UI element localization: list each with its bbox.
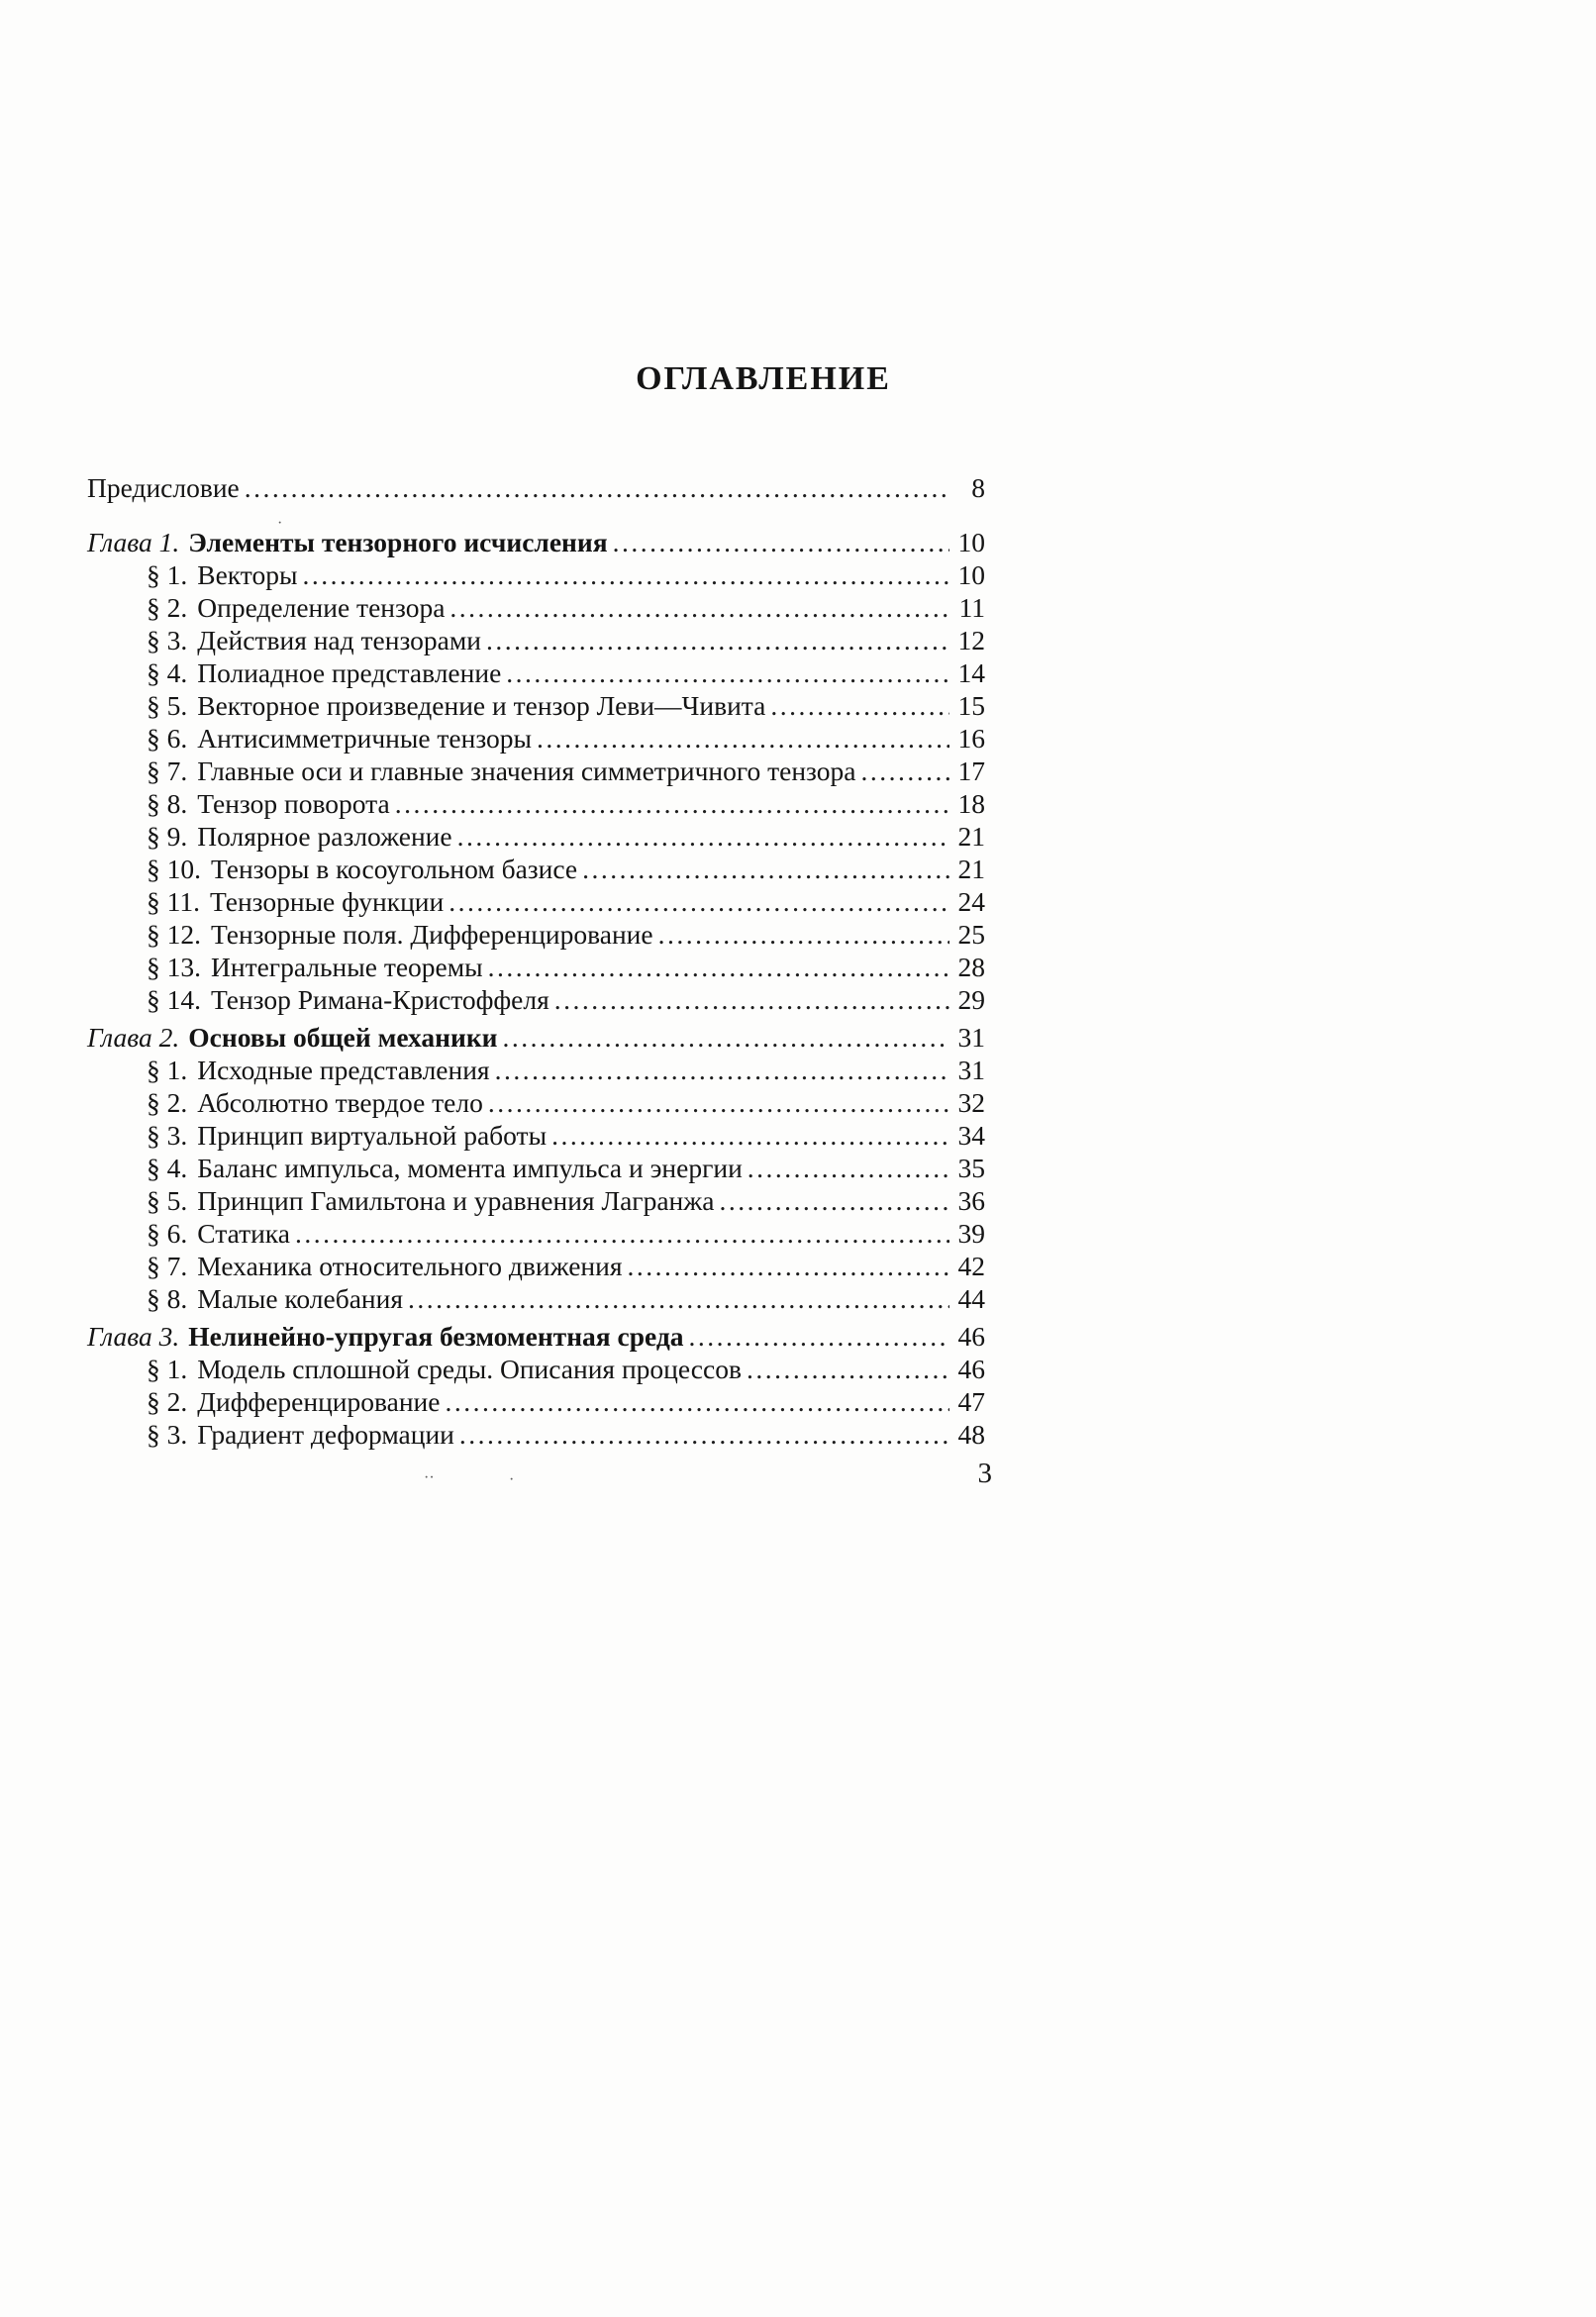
preface-page-number: 8	[971, 472, 985, 503]
scan-speck: ··	[424, 1469, 435, 1486]
section-title: Тензоры в косоугольном базисе	[211, 854, 578, 884]
toc-chapter-row	[87, 526, 985, 558]
toc-section-row	[87, 1282, 985, 1315]
toc-section-row	[87, 558, 985, 591]
dot-leader	[719, 1184, 949, 1217]
dot-leader	[495, 1054, 949, 1086]
section-page-number: 32	[957, 1087, 985, 1118]
chapter-heading	[87, 1320, 684, 1353]
section-page-number: 46	[957, 1354, 985, 1384]
section-label: § 12.	[147, 919, 201, 950]
dot-leader	[295, 1217, 949, 1250]
section-page-number: 10	[957, 559, 985, 590]
section-label: § 7.	[147, 756, 188, 786]
section-page-number: 16	[957, 723, 985, 754]
page-title: ОГЛАВЛЕНИЕ	[636, 360, 891, 397]
toc-entry-preface	[87, 471, 985, 504]
dot-leader	[689, 1320, 949, 1353]
toc-section-row	[87, 1353, 985, 1385]
chapter-label: Глава 1.	[87, 527, 180, 557]
section-label: § 1.	[147, 1055, 188, 1085]
section-label: § 3.	[147, 1419, 188, 1450]
section-label: § 2.	[147, 1386, 188, 1417]
section-heading	[147, 1418, 454, 1451]
section-page-number: 44	[957, 1283, 985, 1314]
section-page-number: 21	[957, 821, 985, 852]
chapter-page-number: 46	[957, 1321, 985, 1352]
toc-section-row	[87, 755, 985, 787]
toc-section-row	[87, 1054, 985, 1086]
dot-leader	[449, 591, 949, 624]
section-heading	[147, 787, 390, 820]
dot-leader	[770, 689, 949, 722]
toc-section-row	[87, 885, 985, 918]
section-label: § 9.	[147, 821, 188, 852]
toc-section-row	[87, 1385, 985, 1418]
section-page-number: 14	[957, 657, 985, 688]
section-heading	[147, 1086, 483, 1119]
section-title: Векторное произведение и тензор Леви—Чивита	[197, 690, 766, 721]
section-page-number: 31	[957, 1055, 985, 1085]
toc-section-row	[87, 853, 985, 885]
section-page-number: 39	[957, 1218, 985, 1249]
dot-leader	[302, 558, 949, 591]
dot-leader	[245, 471, 949, 504]
section-label: § 11.	[147, 886, 200, 917]
section-page-number: 21	[957, 854, 985, 884]
section-label: § 8.	[147, 788, 188, 819]
section-page-number: 25	[957, 919, 985, 950]
section-page-number: 17	[957, 756, 985, 786]
dot-leader	[658, 918, 949, 951]
chapter-heading	[87, 526, 608, 558]
dot-leader	[503, 1021, 949, 1054]
section-title: Абсолютно твердое тело	[197, 1087, 483, 1118]
toc-section-row	[87, 1152, 985, 1184]
toc-section-row	[87, 1184, 985, 1217]
dot-leader	[537, 722, 949, 755]
section-page-number: 42	[957, 1251, 985, 1281]
toc-section-row	[87, 689, 985, 722]
section-title: Малые колебания	[197, 1283, 403, 1314]
section-label: § 14.	[147, 984, 201, 1015]
section-page-number: 47	[957, 1386, 985, 1417]
section-label: § 1.	[147, 559, 188, 590]
section-heading	[147, 885, 444, 918]
section-label: § 3.	[147, 1120, 188, 1151]
dot-leader	[457, 820, 949, 853]
section-page-number: 24	[957, 886, 985, 917]
section-heading	[147, 918, 653, 951]
section-title: Принцип Гамильтона и уравнения Лагранжа	[197, 1185, 715, 1216]
section-label: § 3.	[147, 625, 188, 655]
dot-leader	[551, 1119, 949, 1152]
section-title: Механика относительного движения	[197, 1251, 623, 1281]
section-title: Главные оси и главные значения симметричного тензора	[197, 756, 856, 786]
chapter-title: Элементы тензорного исчисления	[188, 527, 608, 557]
section-title: Градиент деформации	[197, 1419, 454, 1450]
section-title: Векторы	[197, 559, 298, 590]
chapter-heading	[87, 1021, 498, 1054]
section-title: Определение тензора	[197, 592, 446, 623]
section-heading	[147, 1119, 547, 1152]
section-label: § 4.	[147, 657, 188, 688]
section-heading	[147, 1353, 742, 1385]
section-heading	[147, 853, 577, 885]
section-label: § 2.	[147, 1087, 188, 1118]
section-label: § 5.	[147, 1185, 188, 1216]
section-title: Принцип виртуальной работы	[197, 1120, 548, 1151]
section-title: Тензорные функции	[209, 886, 445, 917]
dot-leader	[488, 951, 949, 983]
section-title: Статика	[197, 1218, 290, 1249]
dot-leader	[582, 853, 949, 885]
dot-leader	[747, 1353, 949, 1385]
section-title: Полиадное представление	[197, 657, 502, 688]
section-title: Тензор Римана-Кристоффеля	[211, 984, 549, 1015]
toc-section-row	[87, 591, 985, 624]
section-heading	[147, 689, 765, 722]
chapter-title: Нелинейно-упругая безмоментная среда	[188, 1321, 684, 1352]
section-heading	[147, 1217, 290, 1250]
dot-leader	[459, 1418, 949, 1451]
section-page-number: 34	[957, 1120, 985, 1151]
section-title: Модель сплошной среды. Описания процессов	[197, 1354, 742, 1384]
dot-leader	[628, 1250, 949, 1282]
section-page-number: 12	[957, 625, 985, 655]
dot-leader	[860, 755, 949, 787]
section-page-number: 28	[957, 952, 985, 982]
section-label: § 4.	[147, 1153, 188, 1183]
dot-leader	[506, 656, 949, 689]
section-page-number: 15	[957, 690, 985, 721]
section-heading	[147, 755, 855, 787]
section-title: Полярное разложение	[197, 821, 452, 852]
section-page-number: 36	[957, 1185, 985, 1216]
section-title: Исходные представления	[197, 1055, 490, 1085]
scan-speck: ·	[277, 515, 283, 532]
toc-list	[87, 471, 985, 1451]
dot-leader	[486, 624, 949, 656]
section-heading	[147, 624, 481, 656]
dot-leader	[408, 1282, 949, 1315]
section-label: § 6.	[147, 723, 188, 754]
section-title: Интегральные теоремы	[211, 952, 483, 982]
section-label: § 6.	[147, 1218, 188, 1249]
section-heading	[147, 1385, 440, 1418]
toc-section-row	[87, 820, 985, 853]
toc-entries	[87, 526, 985, 1451]
section-heading	[147, 983, 549, 1016]
toc-section-row	[87, 1119, 985, 1152]
toc-chapter-row	[87, 1320, 985, 1353]
section-page-number: 11	[958, 592, 985, 623]
toc-section-row	[87, 722, 985, 755]
toc-section-row	[87, 983, 985, 1016]
section-label: § 1.	[147, 1354, 188, 1384]
section-page-number: 48	[957, 1419, 985, 1450]
section-heading	[147, 1152, 743, 1184]
dot-leader	[395, 787, 949, 820]
dot-leader	[449, 885, 949, 918]
toc-section-row	[87, 787, 985, 820]
chapter-label: Глава 2.	[87, 1022, 180, 1053]
toc-chapter-row	[87, 1021, 985, 1054]
section-label: § 10.	[147, 854, 201, 884]
section-label: § 7.	[147, 1251, 188, 1281]
dot-leader	[488, 1086, 949, 1119]
chapter-page-number: 31	[957, 1022, 985, 1053]
section-heading	[147, 820, 452, 853]
chapter-title: Основы общей механики	[188, 1022, 498, 1053]
toc-section-row	[87, 918, 985, 951]
section-heading	[147, 591, 445, 624]
section-page-number: 18	[957, 788, 985, 819]
scan-speck: ·	[509, 1471, 515, 1488]
toc-section-row	[87, 1250, 985, 1282]
section-heading	[147, 656, 501, 689]
preface-title: Предисловие	[87, 472, 240, 503]
dot-leader	[445, 1385, 949, 1418]
section-page-number: 29	[957, 984, 985, 1015]
section-heading	[147, 558, 297, 591]
dot-leader	[613, 526, 949, 558]
toc-section-row	[87, 656, 985, 689]
section-label: § 5.	[147, 690, 188, 721]
toc-section-row	[87, 1418, 985, 1451]
dot-leader	[748, 1152, 949, 1184]
toc-section-row	[87, 1086, 985, 1119]
section-title: Дифференцирование	[197, 1386, 441, 1417]
chapter-label: Глава 3.	[87, 1321, 180, 1352]
section-title: Антисимметричные тензоры	[197, 723, 533, 754]
section-title: Тензор поворота	[197, 788, 390, 819]
section-label: § 2.	[147, 592, 188, 623]
section-heading	[147, 951, 483, 983]
section-heading	[147, 722, 532, 755]
toc-section-row	[87, 951, 985, 983]
section-label: § 8.	[147, 1283, 188, 1314]
section-heading	[147, 1184, 714, 1217]
section-page-number: 35	[957, 1153, 985, 1183]
chapter-page-number: 10	[957, 527, 985, 557]
section-heading	[147, 1054, 490, 1086]
section-heading	[147, 1282, 403, 1315]
toc-section-row	[87, 1217, 985, 1250]
section-title: Действия над тензорами	[197, 625, 481, 655]
section-label: § 13.	[147, 952, 201, 982]
section-title: Тензорные поля. Дифференцирование	[211, 919, 653, 950]
page-number: 3	[977, 1458, 992, 1489]
section-title: Баланс импульса, момента импульса и энергии	[197, 1153, 743, 1183]
section-heading	[147, 1250, 623, 1282]
toc-section-row	[87, 624, 985, 656]
dot-leader	[554, 983, 949, 1016]
